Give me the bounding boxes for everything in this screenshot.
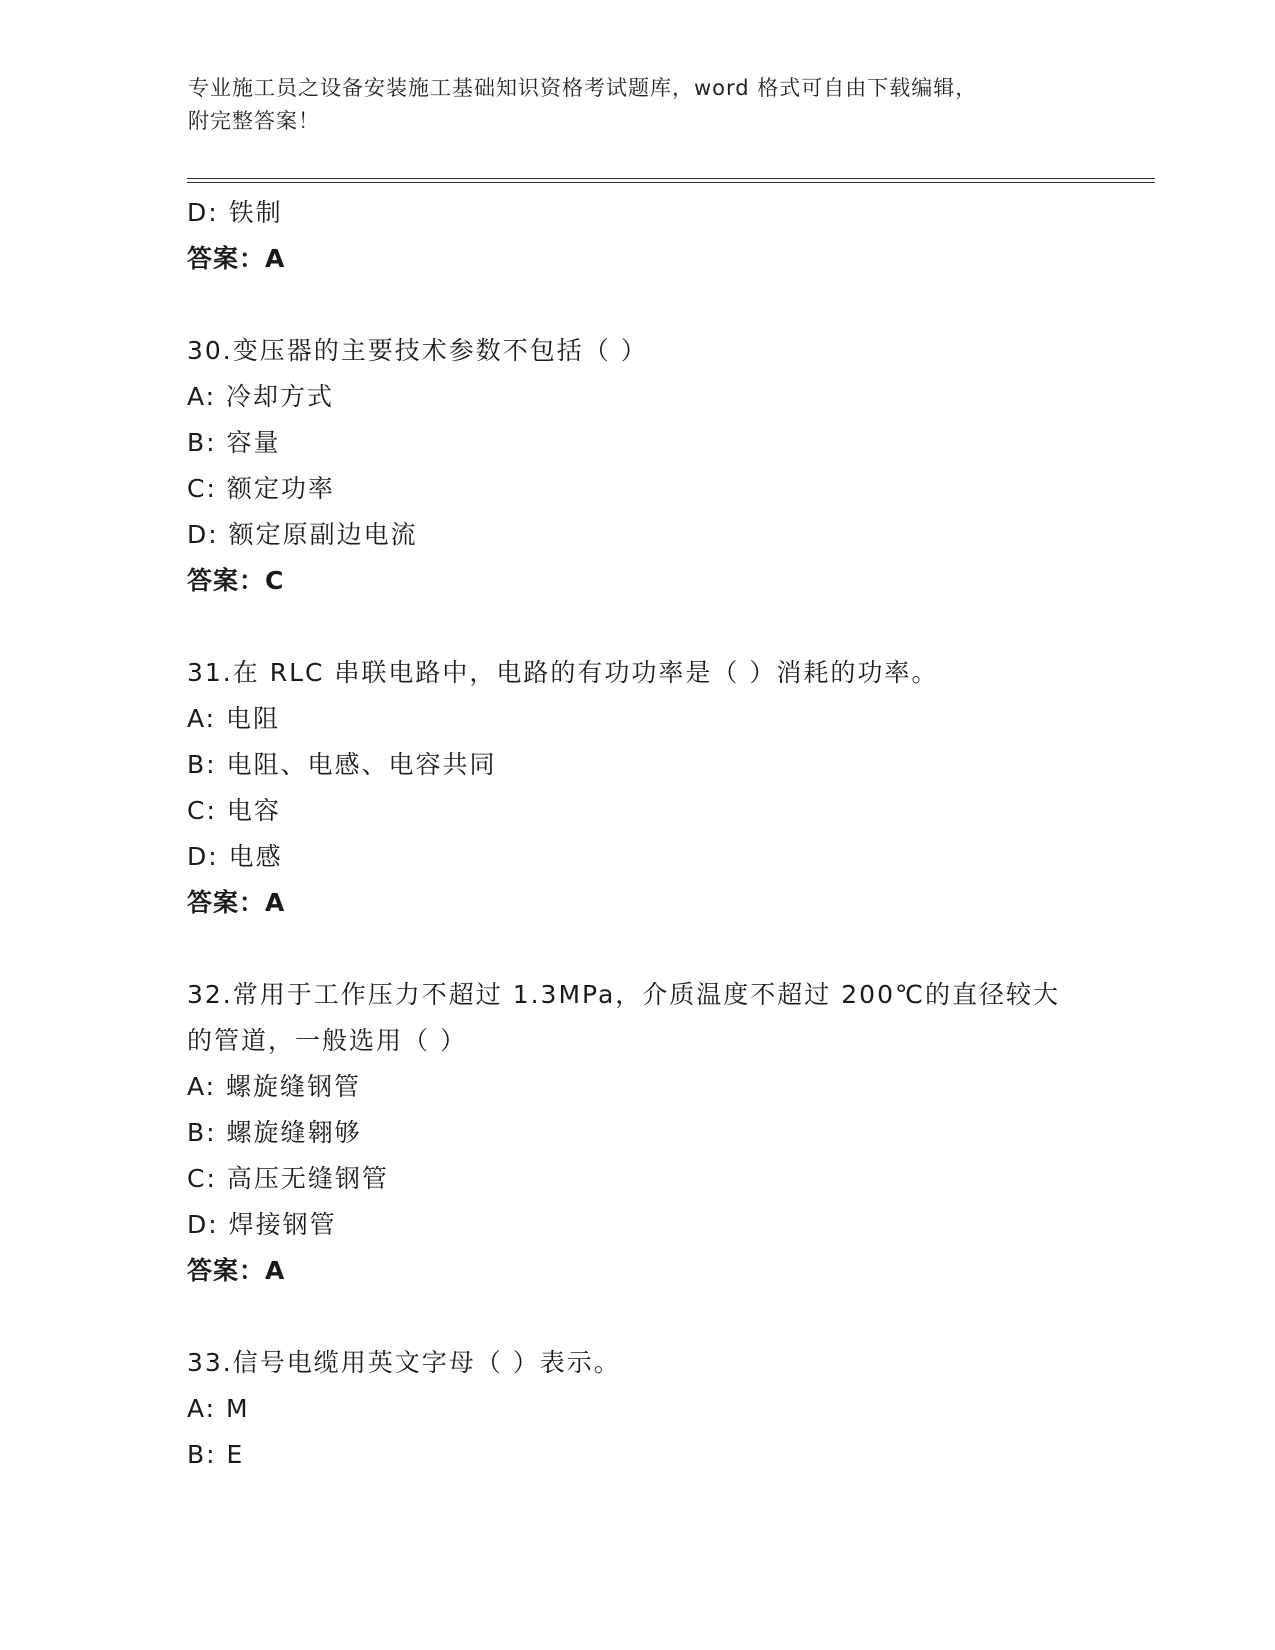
option-d: D: 电感 xyxy=(187,842,283,871)
header-divider-top xyxy=(187,178,1155,179)
question-stem-line-1: 32.常用于工作压力不超过 1.3MPa，介质温度不超过 200℃的直径较大 xyxy=(187,980,1061,1009)
question-list xyxy=(187,190,1147,1478)
option-d: D: 额定原副边电流 xyxy=(187,520,418,549)
question-31 xyxy=(187,650,1147,926)
document-header xyxy=(188,72,1088,138)
option-a: A: 螺旋缝钢管 xyxy=(187,1072,362,1101)
question-stem: 33.信号电缆用英文字母（ ）表示。 xyxy=(187,1348,621,1377)
option-c: C: 额定功率 xyxy=(187,474,335,503)
answer: 答案：A xyxy=(187,1256,286,1285)
question-stem: 31.在 RLC 串联电路中，电路的有功功率是（ ）消耗的功率。 xyxy=(187,658,939,687)
option-a: A: 电阻 xyxy=(187,704,281,733)
option-b: B: 电阻、电感、电容共同 xyxy=(187,750,497,779)
answer: 答案：C xyxy=(187,566,285,595)
answer: 答案：A xyxy=(187,888,286,917)
question-stem: 30.变压器的主要技术参数不包括（ ） xyxy=(187,336,648,365)
spacer xyxy=(187,926,1147,972)
header-divider-bottom xyxy=(187,182,1155,183)
option-c: C: 电容 xyxy=(187,796,281,825)
spacer xyxy=(187,282,1147,328)
option-a: A: 冷却方式 xyxy=(187,382,335,411)
option-b: B: E xyxy=(187,1440,245,1469)
header-line-2: 附完整答案！ xyxy=(188,109,320,133)
question-stem-line-2: 的管道，一般选用（ ） xyxy=(187,1026,467,1055)
question-32 xyxy=(187,972,1147,1294)
spacer xyxy=(187,1294,1147,1340)
option-d: D: 焊接钢管 xyxy=(187,1210,337,1239)
option-d-previous: D: 铁制 xyxy=(187,198,283,227)
option-b: B: 螺旋缝翱够 xyxy=(187,1118,362,1147)
option-b: B: 容量 xyxy=(187,428,281,457)
spacer xyxy=(187,604,1147,650)
header-line-1: 专业施工员之设备安装施工基础知识资格考试题库，word 格式可自由下载编辑， xyxy=(188,76,978,100)
option-a: A: M xyxy=(187,1394,250,1423)
answer-previous: 答案：A xyxy=(187,244,286,273)
option-c: C: 高压无缝钢管 xyxy=(187,1164,389,1193)
question-33 xyxy=(187,1340,1147,1478)
question-30 xyxy=(187,328,1147,604)
